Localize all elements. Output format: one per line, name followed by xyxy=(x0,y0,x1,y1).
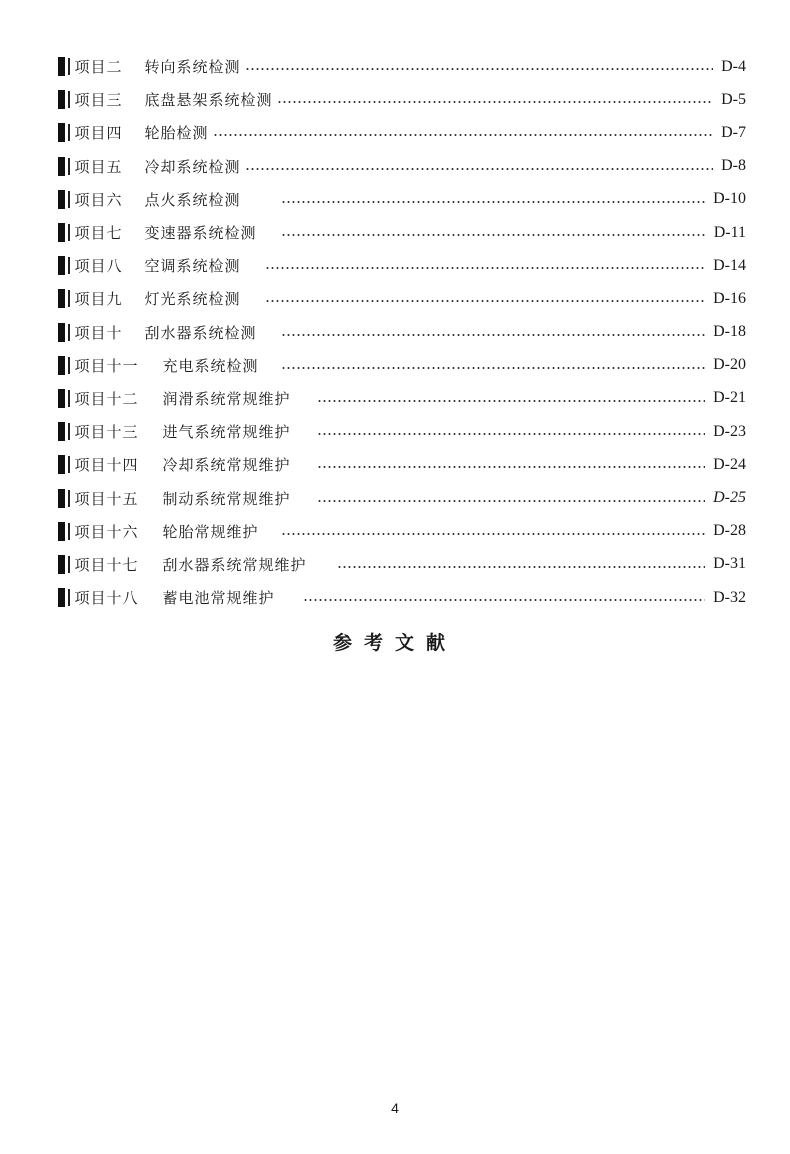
dot-leader xyxy=(245,68,714,70)
section-marker-icon xyxy=(58,90,70,110)
dot-leader xyxy=(281,334,706,336)
dot-leader xyxy=(317,466,706,468)
toc-row[interactable] xyxy=(58,481,746,514)
page-ref: D-8 xyxy=(721,157,746,175)
section-marker-icon xyxy=(58,189,70,209)
project-title: 点火系统检测 xyxy=(144,190,241,209)
page-ref: D-28 xyxy=(713,522,746,540)
page-ref: D-24 xyxy=(713,455,746,473)
dot-leader xyxy=(317,433,706,435)
project-number: 项目九 xyxy=(74,290,123,309)
project-number: 项目六 xyxy=(74,190,123,209)
project-number: 项目四 xyxy=(74,124,123,143)
page-ref: D-14 xyxy=(713,256,746,274)
project-title: 灯光系统检测 xyxy=(144,290,241,309)
section-marker-icon xyxy=(58,322,70,342)
section-marker-icon xyxy=(58,455,70,475)
dot-leader xyxy=(281,234,706,236)
project-number: 项目十四 xyxy=(74,456,139,475)
project-number: 项目八 xyxy=(74,257,123,276)
project-title: 制动系统常规维护 xyxy=(162,489,291,508)
project-title: 冷却系统检测 xyxy=(144,157,241,176)
project-number: 项目十七 xyxy=(74,555,139,574)
toc-row[interactable] xyxy=(58,282,746,315)
toc-row[interactable] xyxy=(58,415,746,448)
project-title: 充电系统检测 xyxy=(162,356,259,375)
project-number: 项目十三 xyxy=(74,423,139,442)
section-marker-icon xyxy=(58,521,70,541)
section-marker-icon xyxy=(58,554,70,574)
page-ref: D-7 xyxy=(721,123,746,141)
dot-leader xyxy=(213,134,714,136)
section-marker-icon xyxy=(58,289,70,309)
dot-leader xyxy=(281,367,706,369)
table-of-contents xyxy=(58,50,746,614)
toc-row[interactable] xyxy=(58,382,746,415)
project-title: 轮胎检测 xyxy=(144,124,209,143)
toc-row[interactable] xyxy=(58,448,746,481)
section-marker-icon xyxy=(58,588,70,608)
project-title: 润滑系统常规维护 xyxy=(162,389,291,408)
toc-row[interactable] xyxy=(58,150,746,183)
references-heading: 参考文献 xyxy=(332,632,457,654)
dot-leader xyxy=(303,599,706,601)
toc-row[interactable] xyxy=(58,249,746,282)
page-ref: D-4 xyxy=(721,57,746,75)
dot-leader xyxy=(265,300,706,302)
dot-leader xyxy=(317,500,706,502)
dot-leader xyxy=(281,533,706,535)
project-title: 变速器系统检测 xyxy=(144,224,257,243)
toc-row[interactable] xyxy=(58,83,746,116)
dot-leader xyxy=(317,400,706,402)
page-ref: D-31 xyxy=(713,555,746,573)
dot-leader xyxy=(277,101,714,103)
project-number: 项目十六 xyxy=(74,522,139,541)
section-marker-icon xyxy=(58,57,70,77)
page-ref: D-16 xyxy=(713,289,746,307)
dot-leader xyxy=(265,267,706,269)
toc-row[interactable] xyxy=(58,349,746,382)
project-number: 项目十二 xyxy=(74,389,139,408)
page-ref: D-10 xyxy=(713,190,746,208)
section-marker-icon xyxy=(58,123,70,143)
project-number: 项目十五 xyxy=(74,489,139,508)
toc-row[interactable] xyxy=(58,183,746,216)
project-number: 项目五 xyxy=(74,157,123,176)
project-number: 项目十八 xyxy=(74,589,139,608)
project-number: 项目二 xyxy=(74,58,123,77)
project-number: 项目十 xyxy=(74,323,123,342)
dot-leader xyxy=(281,201,706,203)
toc-row[interactable] xyxy=(58,548,746,581)
toc-row[interactable] xyxy=(58,581,746,614)
project-title: 蓄电池常规维护 xyxy=(162,589,275,608)
section-marker-icon xyxy=(58,256,70,276)
project-title: 空调系统检测 xyxy=(144,257,241,276)
toc-row[interactable] xyxy=(58,216,746,249)
page-ref: D-18 xyxy=(713,323,746,341)
project-title: 刮水器系统检测 xyxy=(144,323,257,342)
project-title: 底盘悬架系统检测 xyxy=(144,91,273,110)
toc-row[interactable] xyxy=(58,116,746,149)
page-ref: D-11 xyxy=(713,223,746,241)
project-title: 转向系统检测 xyxy=(144,58,241,77)
project-title: 进气系统常规维护 xyxy=(162,423,291,442)
page-number: 4 xyxy=(391,1100,399,1116)
page-ref: D-23 xyxy=(713,422,746,440)
project-title: 刮水器系统常规维护 xyxy=(162,555,307,574)
page-ref: D-21 xyxy=(713,389,746,407)
page-ref: D-20 xyxy=(713,356,746,374)
dot-leader xyxy=(245,168,714,170)
project-title: 冷却系统常规维护 xyxy=(162,456,291,475)
toc-row[interactable] xyxy=(58,316,746,349)
section-marker-icon xyxy=(58,355,70,375)
toc-row[interactable] xyxy=(58,515,746,548)
section-marker-icon xyxy=(58,488,70,508)
project-number: 项目七 xyxy=(74,224,123,243)
page-ref: D-25 xyxy=(713,489,746,507)
toc-row[interactable] xyxy=(58,50,746,83)
section-marker-icon xyxy=(58,388,70,408)
dot-leader xyxy=(337,566,706,568)
project-title: 轮胎常规维护 xyxy=(162,522,259,541)
section-marker-icon xyxy=(58,422,70,442)
page-ref: D-5 xyxy=(721,90,746,108)
section-marker-icon xyxy=(58,156,70,176)
project-number: 项目三 xyxy=(74,91,123,110)
project-number: 项目十一 xyxy=(74,356,139,375)
section-marker-icon xyxy=(58,223,70,243)
page-ref: D-32 xyxy=(713,588,746,606)
